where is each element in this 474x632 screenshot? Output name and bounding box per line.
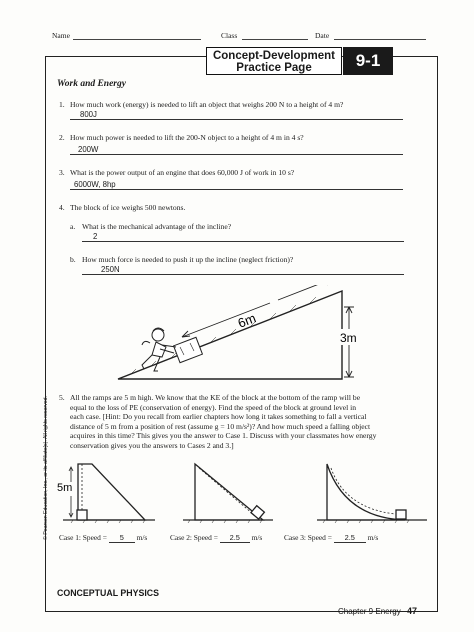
ramp-cases-figure [55,458,435,528]
question-5-line-1: All the ramps are 5 m high. We know that the KE of the block at the bottom of the ramp will be [70,393,361,402]
case-1-ramp [63,464,155,523]
name-label: Name [52,31,70,40]
case-2-answer [170,533,262,543]
question-4a-label: a. [70,222,76,231]
incline-figure [110,285,385,385]
section-title: Work and Energy [57,79,126,89]
case-1-height-label: 5m [57,482,73,494]
question-4b-label: b. [70,255,76,264]
case-3-answer [284,533,378,543]
title-line-2: Practice Page [236,62,312,74]
case-3-value: 2.5 [334,533,366,543]
footer-book-title: CONCEPTUAL PHYSICS [57,588,159,598]
footer-chapter-info [338,606,417,616]
footer-topic: Energy [375,607,401,616]
person-pushing-ice-block [142,328,202,371]
question-4a-answer: 2 [93,232,98,241]
question-5-line-3: each case. [Hint: Do you recall from earlier chapters how long it takes something to fall a vertical [70,412,367,421]
question-4a-answer-line [82,241,404,242]
case-3-ramp [317,464,427,523]
title-line-1: Concept-Development [212,50,336,62]
question-5-line-6: conservation gives you the answers to Cases 2 and 3.] [70,440,234,450]
slope-length-label: 6m [235,310,258,331]
question-1-text: How much work (energy) is needed to lift an object that weighs 200 N to a height of 4 m? [70,100,344,109]
question-4-number: 4. [59,203,65,212]
question-3-text: What is the power output of an engine that does 60,000 J of work in 10 s? [70,168,295,177]
page-number-badge: 9-1 [343,47,393,75]
case-1-label: Case 1: Speed = [59,533,107,542]
question-5-number: 5. [59,393,65,402]
question-3-number: 3. [59,168,65,177]
question-2-answer: 200W [78,145,99,154]
question-2-answer-line [70,154,403,155]
footer-page-number: 47 [406,606,417,616]
case-1-unit: m/s [136,533,148,542]
name-line [73,39,201,40]
case-3-unit: m/s [367,533,379,542]
question-2-text: How much power is needed to lift the 200-N object to a height of 4 m in 4 s? [70,133,304,142]
case-2-unit: m/s [251,533,263,542]
question-1-number: 1. [59,100,65,109]
question-5-line-4: distance of 5 m from a position of rest (assume g = 10 m/s²)? And how much speed a falling object [70,421,371,431]
slope-dimension-arrow [182,285,332,337]
question-4b-answer: 250N [101,265,120,274]
height-label: 3m [340,331,357,345]
date-line [334,39,426,40]
question-3-answer: 6000W, 8hp [74,180,116,189]
date-label: Date [315,31,330,40]
question-4a-text: What is the mechanical advantage of the incline? [82,222,232,231]
case-1-answer [59,533,147,543]
case-3-label: Case 3: Speed = [284,533,332,542]
case-2-label: Case 2: Speed = [170,533,218,542]
class-line [242,39,308,40]
footer-chapter: Chapter 9 [338,607,374,616]
question-3-answer-line [70,189,403,190]
question-4-text: The block of ice weighs 500 newtons. [70,203,186,212]
case-2-ramp [183,464,273,523]
question-2-number: 2. [59,133,65,142]
question-4b-answer-line [82,274,404,275]
class-label: Class [221,31,238,40]
case-1-value: 5 [109,533,135,543]
question-5-line-2: equal to the loss of PE (conservation of energy). Find the speed of the block at ground level in [70,402,357,412]
copyright-notice: © Pearson Education, Inc., or its affiliate(s). All rights reserved. [43,396,49,540]
page-title [206,47,342,75]
question-1-answer: 800J [80,110,97,119]
question-5-line-5: acquires in this time? This gives you the answer to Case 1. Discuss with your classmates how energy [70,431,377,440]
question-1-answer-line [70,119,403,120]
question-4b-text: How much force is needed to push it up the incline (neglect friction)? [82,255,294,264]
case-2-value: 2.5 [220,533,250,543]
question-5-text [70,393,432,450]
